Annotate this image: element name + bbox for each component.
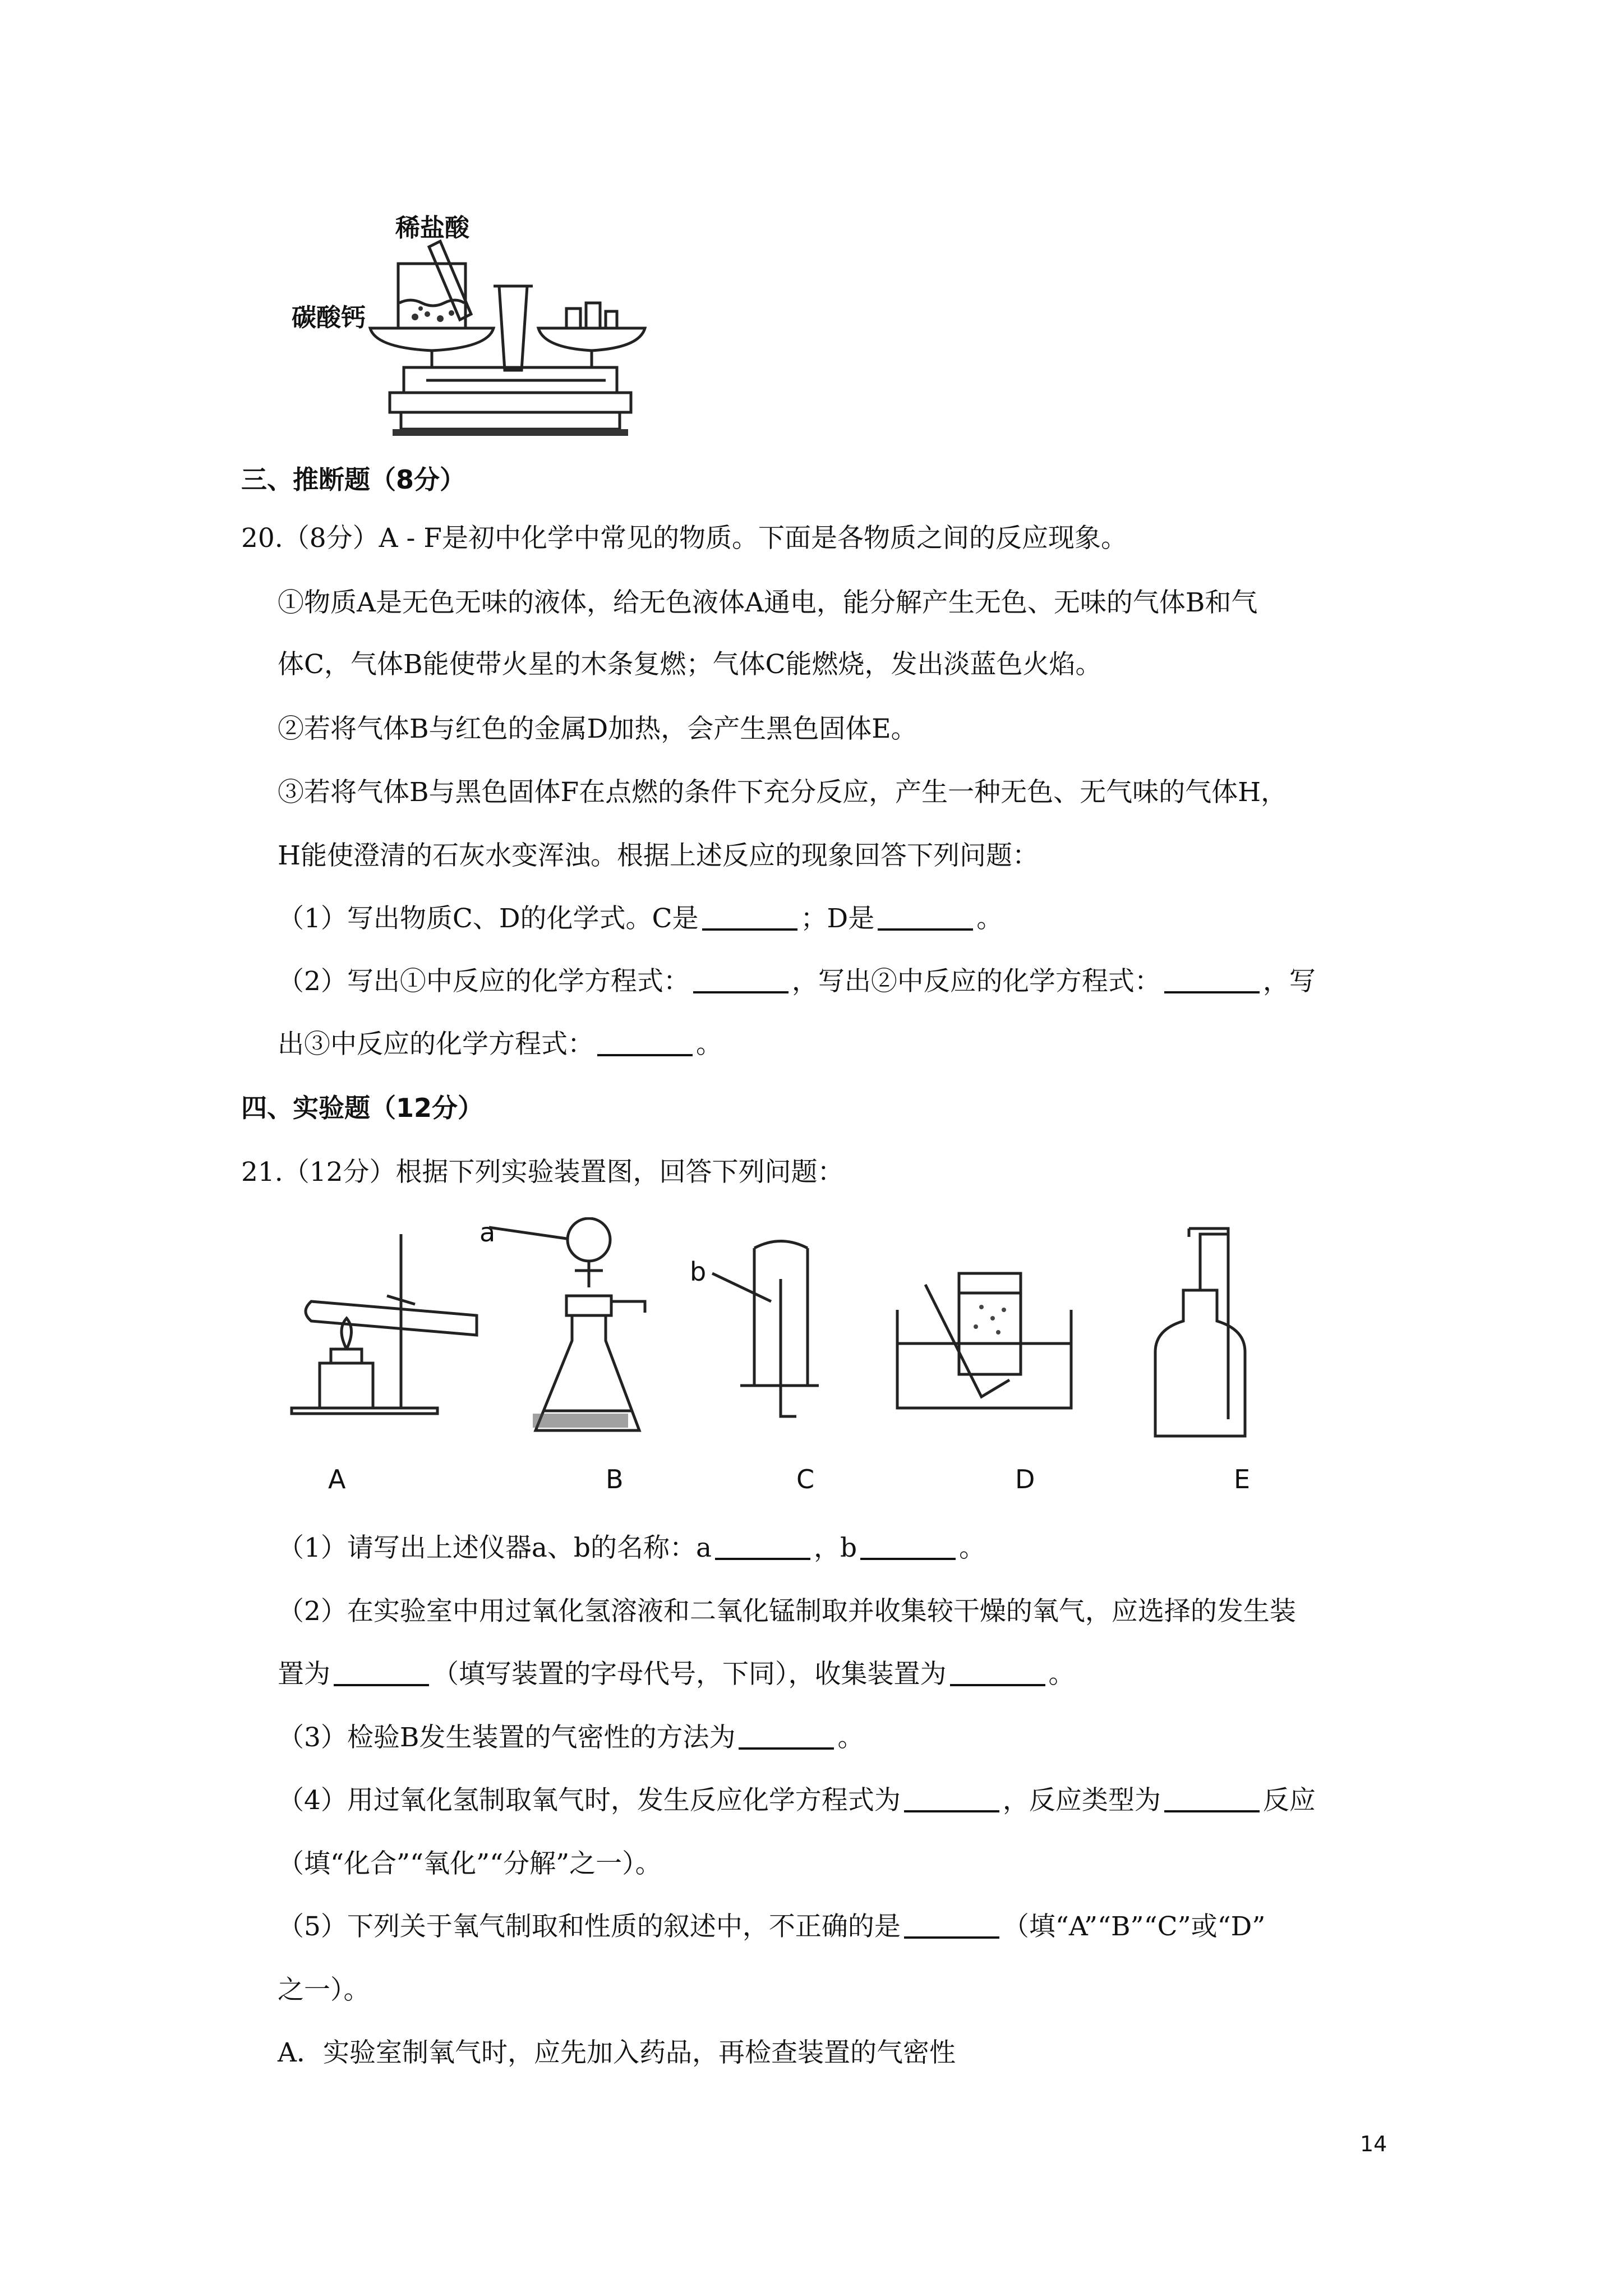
q20-sub2-text-c: ，写 [1262, 966, 1316, 997]
answer-blank-generator[interactable] [334, 1659, 429, 1686]
balance-drawing [280, 202, 662, 443]
answer-blank-eq2[interactable] [1164, 967, 1260, 993]
q21-sub5 [278, 1910, 1265, 1944]
label-calcium-carbonate: 碳酸钙 [292, 303, 366, 332]
q20-sub2-text-b: ，写出②中反应的化学方程式： [791, 966, 1161, 997]
q21-sub2-text-b: 置为 [278, 1659, 330, 1690]
q21-intro: 21.（12分）根据下列实验装置图，回答下列问题： [241, 1157, 844, 1188]
q20-sub1-text-a: （1）写出物质C、D的化学式。C是 [278, 903, 699, 934]
q21-sub5-text-a: （5）下列关于氧气制取和性质的叙述中，不正确的是 [278, 1911, 901, 1942]
q20-para1a: ①物质A是无色无味的液体，给无色液体A通电，能分解产生无色、无味的气体B和气 [278, 587, 1258, 618]
q20-sub2-text-d: 出③中反应的化学方程式： [278, 1029, 594, 1060]
q21-sub1-text-a: （1）请写出上述仪器a、b的名称：a [278, 1533, 712, 1563]
answer-blank-reaction-type[interactable] [1164, 1786, 1260, 1812]
q21-sub3-text-a: （3）检验B发生装置的气密性的方法为 [278, 1722, 736, 1753]
q21-sub1-text-b: ，b [814, 1533, 857, 1563]
q20-sub1 [278, 902, 1003, 936]
apparatus-label-d: D [1015, 1464, 1035, 1494]
q20-sub2 [278, 965, 1316, 999]
q20-intro: 20.（8分）A - F是初中化学中常见的物质。下面是各物质之间的反应现象。 [241, 523, 1127, 554]
q20-sub1-text-b: ；D是 [800, 903, 875, 934]
apparatus-label-e: E [1234, 1464, 1251, 1494]
answer-blank-incorrect[interactable] [904, 1912, 999, 1939]
apparatus-label-b: B [606, 1464, 624, 1494]
annotation-b: b [690, 1257, 707, 1287]
apparatus-label-a: A [328, 1464, 346, 1494]
label-dilute-hcl: 稀盐酸 [395, 214, 469, 242]
q21-sub4-text-c: 反应 [1262, 1785, 1316, 1816]
answer-blank-eq3[interactable] [597, 1029, 693, 1056]
section3-heading: 三、推断题（8分） [241, 464, 466, 495]
q21-sub5-text-b: （填“A”“B”“C”或“D” [1002, 1911, 1266, 1942]
answer-blank-airtight[interactable] [739, 1723, 834, 1750]
answer-blank-b[interactable] [860, 1533, 956, 1560]
section4-heading: 四、实验题（12分） [241, 1093, 484, 1123]
q21-sub1 [278, 1531, 985, 1565]
answer-blank-c[interactable] [702, 904, 797, 931]
q21-sub4-text-b: ，反应类型为 [1002, 1785, 1161, 1816]
apparatus-figure [280, 1217, 1324, 1498]
q21-sub4 [278, 1784, 1316, 1818]
q21-option-a: A．实验室制氧气时，应先加入药品，再检查装置的气密性 [278, 2037, 956, 2068]
q20-para3a: ③若将气体B与黑色固体F在点燃的条件下充分反应，产生一种无色、无气味的气体H， [278, 777, 1288, 808]
q21-sub2-text-c: （填写装置的字母代号，下同），收集装置为 [432, 1659, 947, 1690]
q21-sub2-text-d: 。 [1048, 1659, 1075, 1690]
q21-sub2a: （2）在实验室中用过氧化氢溶液和二氧化锰制取并收集较干燥的氧气，应选择的发生装 [278, 1596, 1296, 1627]
answer-blank-equation[interactable] [904, 1786, 999, 1812]
apparatus-drawing [280, 1217, 1324, 1498]
annotation-a: a [479, 1217, 496, 1248]
q20-para3b: H能使澄清的石灰水变浑浊。根据上述反应的现象回答下列问题： [278, 840, 1039, 871]
q21-sub1-text-c: 。 [959, 1533, 986, 1563]
answer-blank-d[interactable] [878, 904, 973, 931]
q20-sub2-text-e: 。 [696, 1029, 722, 1060]
apparatus-label-c: C [796, 1464, 815, 1494]
balance-figure [280, 202, 662, 443]
q21-sub4-cont: （填“化合”“氧化”“分解”之一）。 [278, 1848, 662, 1879]
q20-para1b: 体C，气体B能使带火星的木条复燃；气体C能燃烧，发出淡蓝色火焰。 [278, 649, 1102, 680]
answer-blank-eq1[interactable] [693, 967, 789, 993]
answer-blank-collector[interactable] [950, 1659, 1045, 1686]
q21-sub5-cont: 之一）。 [278, 1975, 370, 2005]
q21-sub2b [278, 1658, 1075, 1691]
q20-para2: ②若将气体B与红色的金属D加热，会产生黑色固体E。 [278, 714, 917, 744]
q21-sub4-text-a: （4）用过氧化氢制取氧气时，发生反应化学方程式为 [278, 1785, 901, 1816]
answer-blank-a[interactable] [715, 1533, 810, 1560]
page-number: 14 [1360, 2132, 1387, 2156]
q21-sub3-text-b: 。 [837, 1722, 864, 1753]
q20-sub2-text-a: （2）写出①中反应的化学方程式： [278, 966, 690, 997]
q21-sub3 [278, 1721, 864, 1755]
q20-sub2-cont [278, 1028, 722, 1061]
q20-sub1-text-c: 。 [976, 903, 1003, 934]
